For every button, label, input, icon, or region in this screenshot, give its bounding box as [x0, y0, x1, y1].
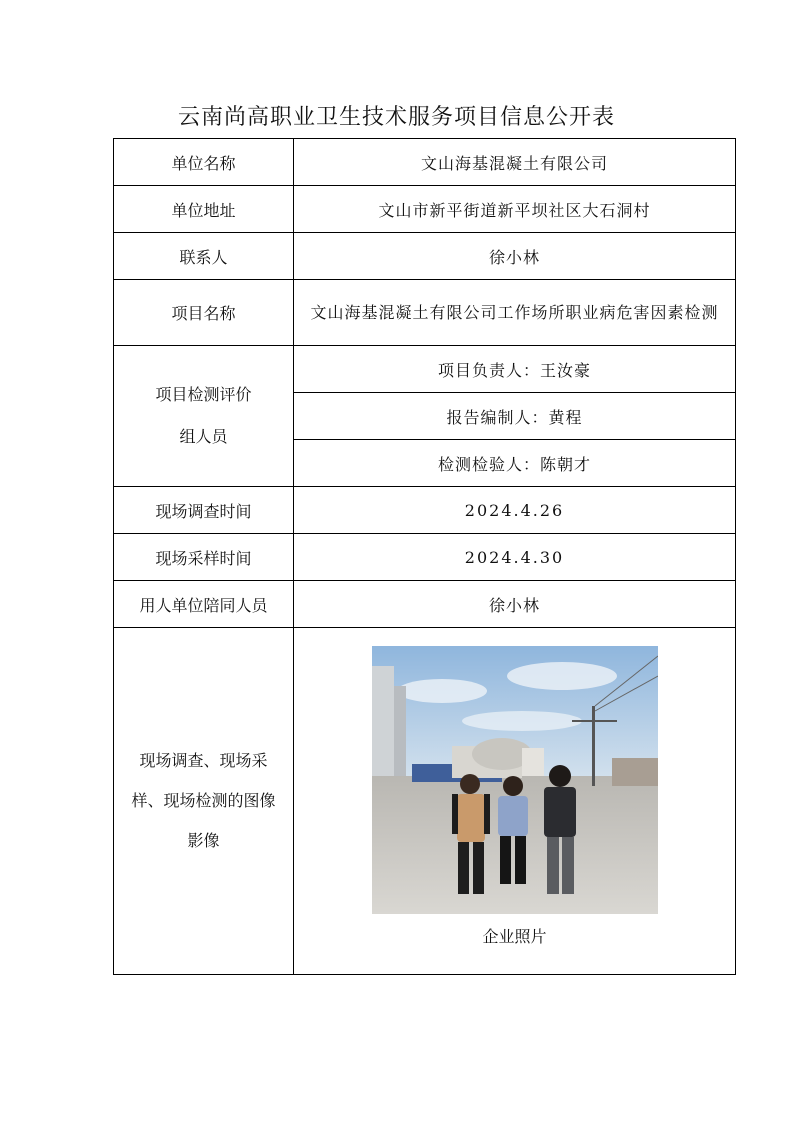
value-escort: 徐小林	[294, 581, 736, 628]
label-escort: 用人单位陪同人员	[114, 581, 294, 628]
value-survey-time: 2024.4.26	[294, 487, 736, 534]
label-team	[114, 346, 294, 487]
photo-caption: 企业照片	[482, 927, 547, 946]
label-project: 项目名称	[114, 280, 294, 346]
label-company: 单位名称	[114, 139, 294, 186]
row-address	[114, 186, 736, 233]
label-images: 现场调查、现场采样、现场检测的图像影像	[114, 628, 294, 975]
label-sampling-time: 现场采样时间	[114, 534, 294, 581]
label-survey-time: 现场调查时间	[114, 487, 294, 534]
team-member-3: 检测检验人：陈朝才	[294, 440, 736, 487]
info-table	[113, 138, 736, 975]
value-sampling-time: 2024.4.30	[294, 534, 736, 581]
label-team-text: 项目检测评价组人员	[155, 385, 252, 446]
row-survey-time	[114, 487, 736, 534]
value-address: 文山市新平街道新平坝社区大石洞村	[294, 186, 736, 233]
value-company: 文山海基混凝土有限公司	[294, 139, 736, 186]
value-contact: 徐小林	[294, 233, 736, 280]
row-project	[114, 280, 736, 346]
site-photo	[372, 646, 658, 914]
label-address: 单位地址	[114, 186, 294, 233]
row-company	[114, 139, 736, 186]
team-member-1: 项目负责人：王汝豪	[294, 346, 736, 393]
row-team-1	[114, 346, 736, 393]
row-images	[114, 628, 736, 975]
label-contact: 联系人	[114, 233, 294, 280]
site-photo-image	[372, 646, 658, 914]
team-member-2: 报告编制人：黄程	[294, 393, 736, 440]
row-escort	[114, 581, 736, 628]
row-sampling-time	[114, 534, 736, 581]
images-cell	[294, 628, 736, 975]
value-project: 文山海基混凝土有限公司工作场所职业病危害因素检测	[294, 280, 736, 346]
row-contact	[114, 233, 736, 280]
page-title: 云南尚高职业卫生技术服务项目信息公开表	[177, 105, 615, 130]
